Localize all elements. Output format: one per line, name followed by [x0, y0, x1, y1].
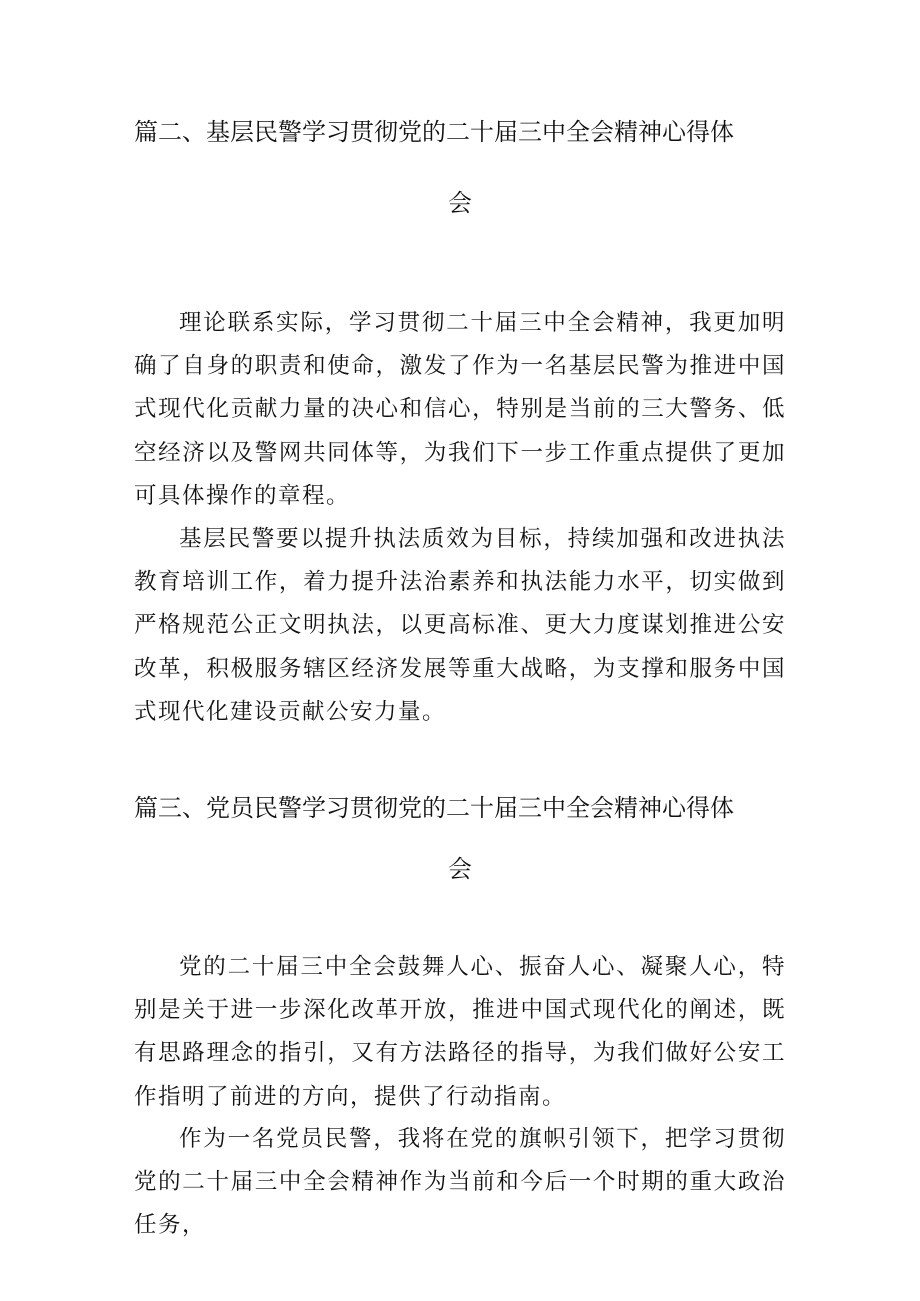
section-2-paragraph-2: 基层民警要以提升执法质效为目标，持续加强和改进执法教育培训工作，着力提升法治素养和执法能力水平，切实做到严格规范公正文明执法，以更高标准、更大力度谋划推进公安改革，积极服务辖区经济发展等重大战略，为支撑和服务中国式现代化建设贡献公安力量。	[134, 526, 786, 725]
section-2-title-tail: 会	[448, 189, 472, 217]
section-3-paragraph-2: 作为一名党员民警，我将在党的旗帜引领下，把学习贯彻党的二十届三中全会精神作为当前和今后一个时期的重大政治任务，	[134, 1126, 786, 1239]
section-3-title-tail: 会	[448, 855, 472, 883]
section-3-paragraph-1: 党的二十届三中全会鼓舞人心、振奋人心、凝聚人心，特别是关于进一步深化改革开放，推进中国式现代化的阐述，既有思路理念的指引，又有方法路径的指导，为我们做好公安工作指明了前进的方向，提供了行动指南。	[134, 954, 786, 1110]
section-2-paragraph-1: 理论联系实际，学习贯彻二十届三中全会精神，我更加明确了自身的职责和使命，激发了作为一名基层民警为推进中国式现代化贡献力量的决心和信心，特别是当前的三大警务、低空经济以及警网共同体等，为我们下一步工作重点提供了更加可具体操作的章程。	[134, 310, 786, 509]
section-3-title: 篇三、党员民警学习贯彻党的二十届三中全会精神心得体	[134, 794, 734, 822]
section-2-title: 篇二、基层民警学习贯彻党的二十届三中全会精神心得体	[134, 118, 734, 146]
